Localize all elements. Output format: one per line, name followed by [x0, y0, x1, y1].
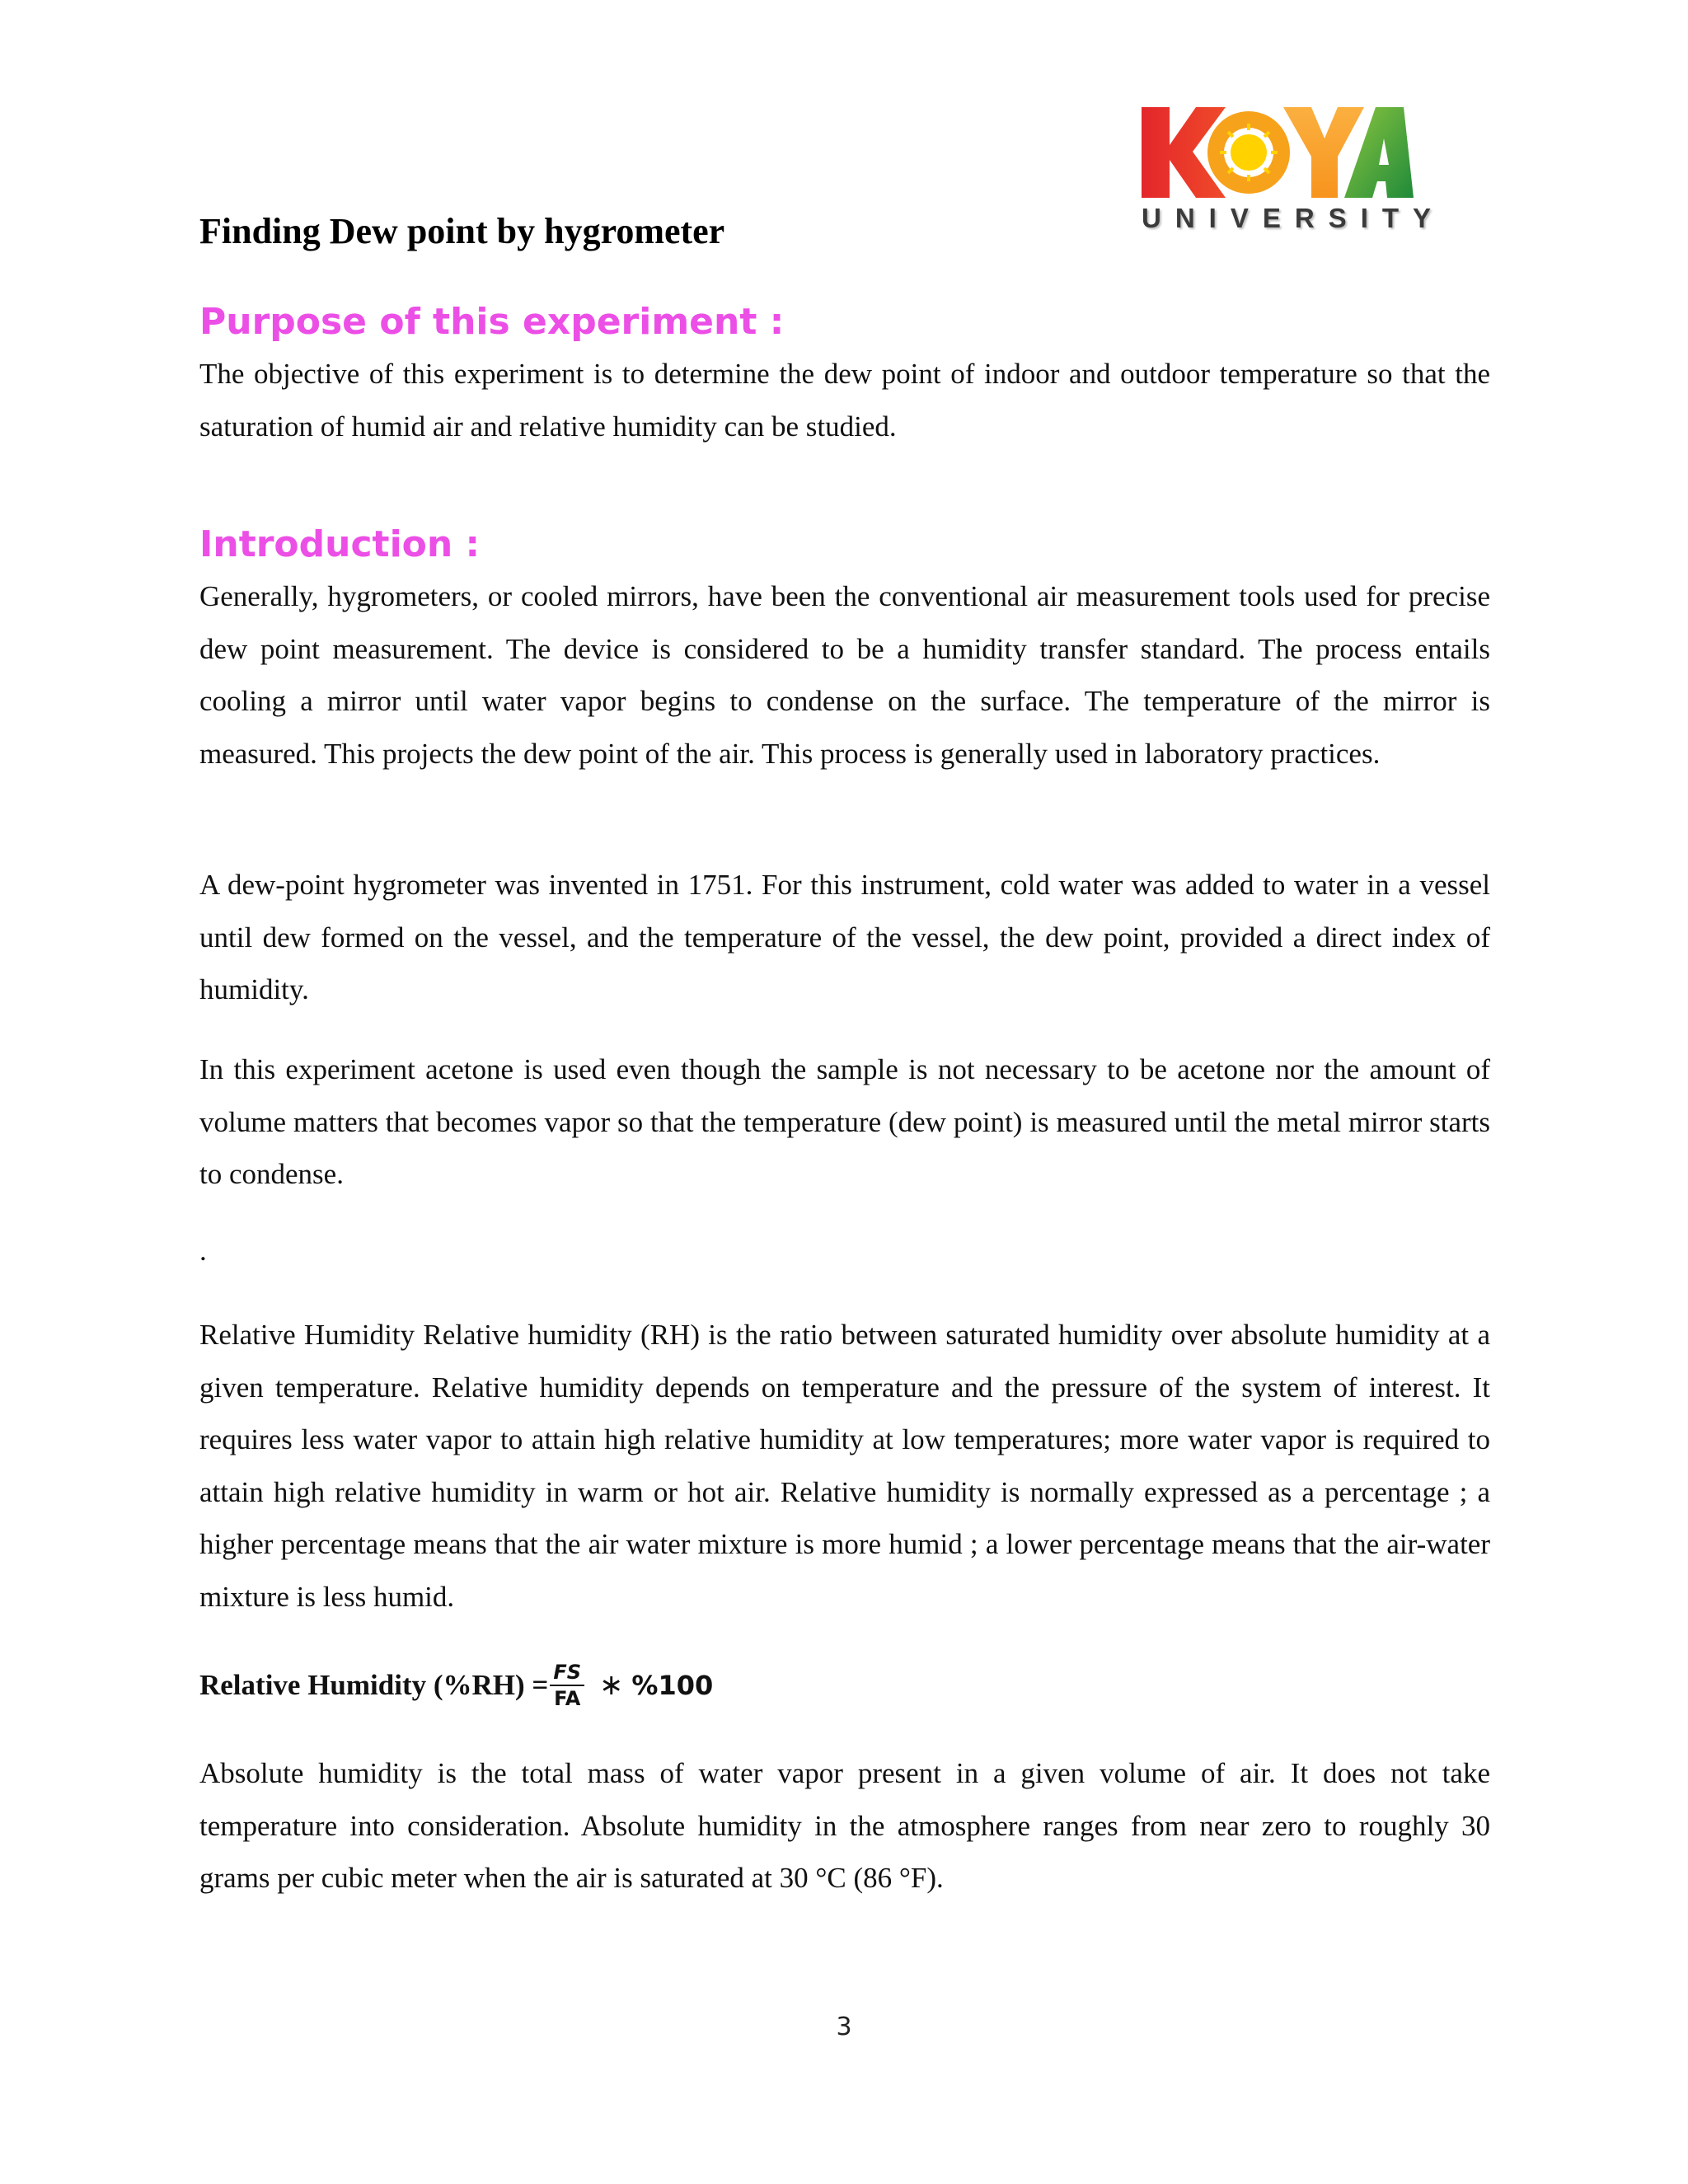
formula-fraction [550, 1660, 584, 1711]
koya-logo-icon [1142, 105, 1414, 204]
formula-denominator: FA [554, 1687, 581, 1710]
stray-dot: . [199, 1235, 207, 1267]
intro-paragraph-2: A dew-point hygrometer was invented in 1751. For this instrument, cold water was added to water in a vessel until dew formed on the vessel, and the temperature of the vessel, the dew point, provided a direct index of humidity. [199, 869, 1490, 1005]
relative-humidity-paragraph: Relative Humidity Relative humidity (RH) is the ratio between saturated humidity over absolute humidity at a given temperature. Relative humidity depends on temperature and the pressure of the system of interest. It requires less water vapor to attain high relative humidity at low temperatures; more water vapor is required to attain high relative humidity in warm or hot air. Relative humidity is normally expressed as a percentage ; a higher percentage means that the air water mixture is more humid ; a lower percentage means that the air-water mixture is less humid. [199, 1319, 1490, 1613]
purpose-heading: Purpose of this experiment : [199, 301, 785, 343]
introduction-heading: Introduction : [199, 523, 481, 565]
formula-operator: ∗ [599, 1669, 624, 1702]
intro-paragraph-1: Generally, hygrometers, or cooled mirrors, have been the conventional air measurement tools used for precise dew point measurement. The device is considered to be a humidity transfer standard. The process entails cooling a mirror until water vapor begins to condense on the surface. The temperature of the mirror is measured. This projects the dew point of the air. This process is generally used in laboratory practices. [199, 580, 1490, 770]
formula-numerator: FS [550, 1660, 584, 1686]
purpose-paragraph: The objective of this experiment is to determine the dew point of indoor and outdoor temperature so that the saturation of humid air and relative humidity can be studied. [199, 358, 1490, 443]
logo-wordmark: UNIVERSITY [1142, 203, 1446, 233]
intro-paragraph-3: In this experiment acetone is used even though the sample is not necessary to be acetone nor the amount of volume matters that becomes vapor so that the temperature (dew point) is measured until the metal mirror starts to condense. [199, 1053, 1490, 1190]
formula-label: Relative Humidity (%RH) = [199, 1669, 549, 1701]
absolute-humidity-paragraph: Absolute humidity is the total mass of water vapor present in a given volume of air. It does not take temperature into consideration. Absolute humidity in the atmosphere ranges from near zero to roughly 30 grams per cubic meter when the air is saturated at 30 °C (86 °F). [199, 1757, 1490, 1894]
page-number: 3 [836, 2013, 852, 2041]
formula-multiplier: %100 [631, 1670, 714, 1701]
relative-humidity-formula [199, 1648, 713, 1722]
page-title: Finding Dew point by hygrometer [199, 211, 725, 251]
koya-university-logo [1142, 105, 1446, 237]
